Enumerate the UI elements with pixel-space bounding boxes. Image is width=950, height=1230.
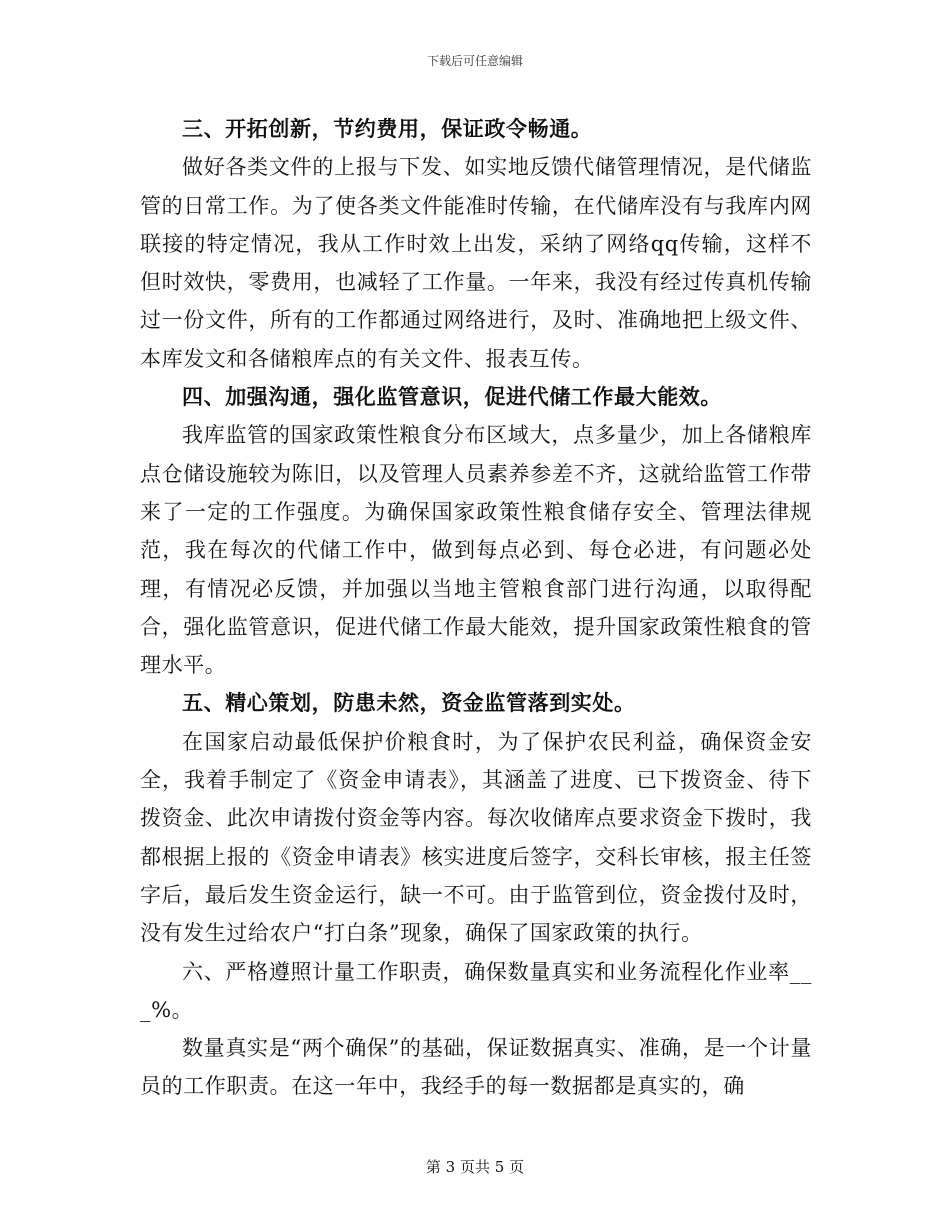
section-heading-4: 四、加强沟通，强化监管意识，促进代储工作最大能效。: [182, 384, 722, 410]
body-paragraph: 我库监管的国家政策性粮食分布区域大，点多量少，加上各储粮库点仓储设施较为陈旧，以及管理人员素养参差不齐，这就给监管工作带来了一定的工作强度。为确保国家政策性粮食储存安全、管理法律规范，我在每次的代储工作中，做到每点必到、每仓必进，有问题必处理，有情况必反馈，并加强以当地主管粮食部门进行沟通，以取得配合，强化监管意识，促进代储工作最大能效，提升国家政策性粮食的管理水平。: [140, 423, 812, 678]
body-paragraph: 做好各类文件的上报与下发、如实地反馈代储管理情况，是代储监管的日常工作。为了使各类文件能准时传输，在代储库没有与我库内网联接的特定情况，我从工作时效上出发，采纳了网络qq传输，这样不但时效快，零费用，也减轻了工作量。一年来，我没有经过传真机传输过一份文件，所有的工作都通过网络进行，及时、准确地把上级文件、本库发文和各储粮库点的有关文件、报表互传。: [140, 155, 812, 371]
section-heading-3: 三、开拓创新，节约费用，保证政令畅通。: [182, 116, 593, 141]
section-heading-5: 五、精心策划，防患未然，资金监管落到实处。: [182, 690, 636, 716]
section-heading-6: 六、严格遵照计量工作职责，确保数量真实和业务流程化作业率___%。: [140, 959, 812, 1022]
page-number: 第 3 页共 5 页: [425, 1158, 525, 1176]
body-paragraph: 数量真实是“两个确保”的基础，保证数据真实、准确，是一个计量员的工作职责。在这一年中，我经手的每一数据都是真实的，确: [140, 1036, 812, 1099]
page-header: 下载后可任意编辑: [426, 54, 523, 68]
document-body: [140, 110, 812, 1106]
body-paragraph: 在国家启动最低保护价粮食时，为了保护农民利益，确保资金安全，我着手制定了《资金申请表》，其涵盖了进度、已下拨资金、待下拨资金、此次申请拨付资金等内容。每次收储库点要求资金下拨时，我都根据上报的《资金申请表》核实进度后签字，交科长审核，报主任签字后，最后发生资金运行，缺一不可。由于监管到位，资金拨付及时，没有发生过给农户“打白条”现象，确保了国家政策的执行。: [140, 729, 812, 946]
